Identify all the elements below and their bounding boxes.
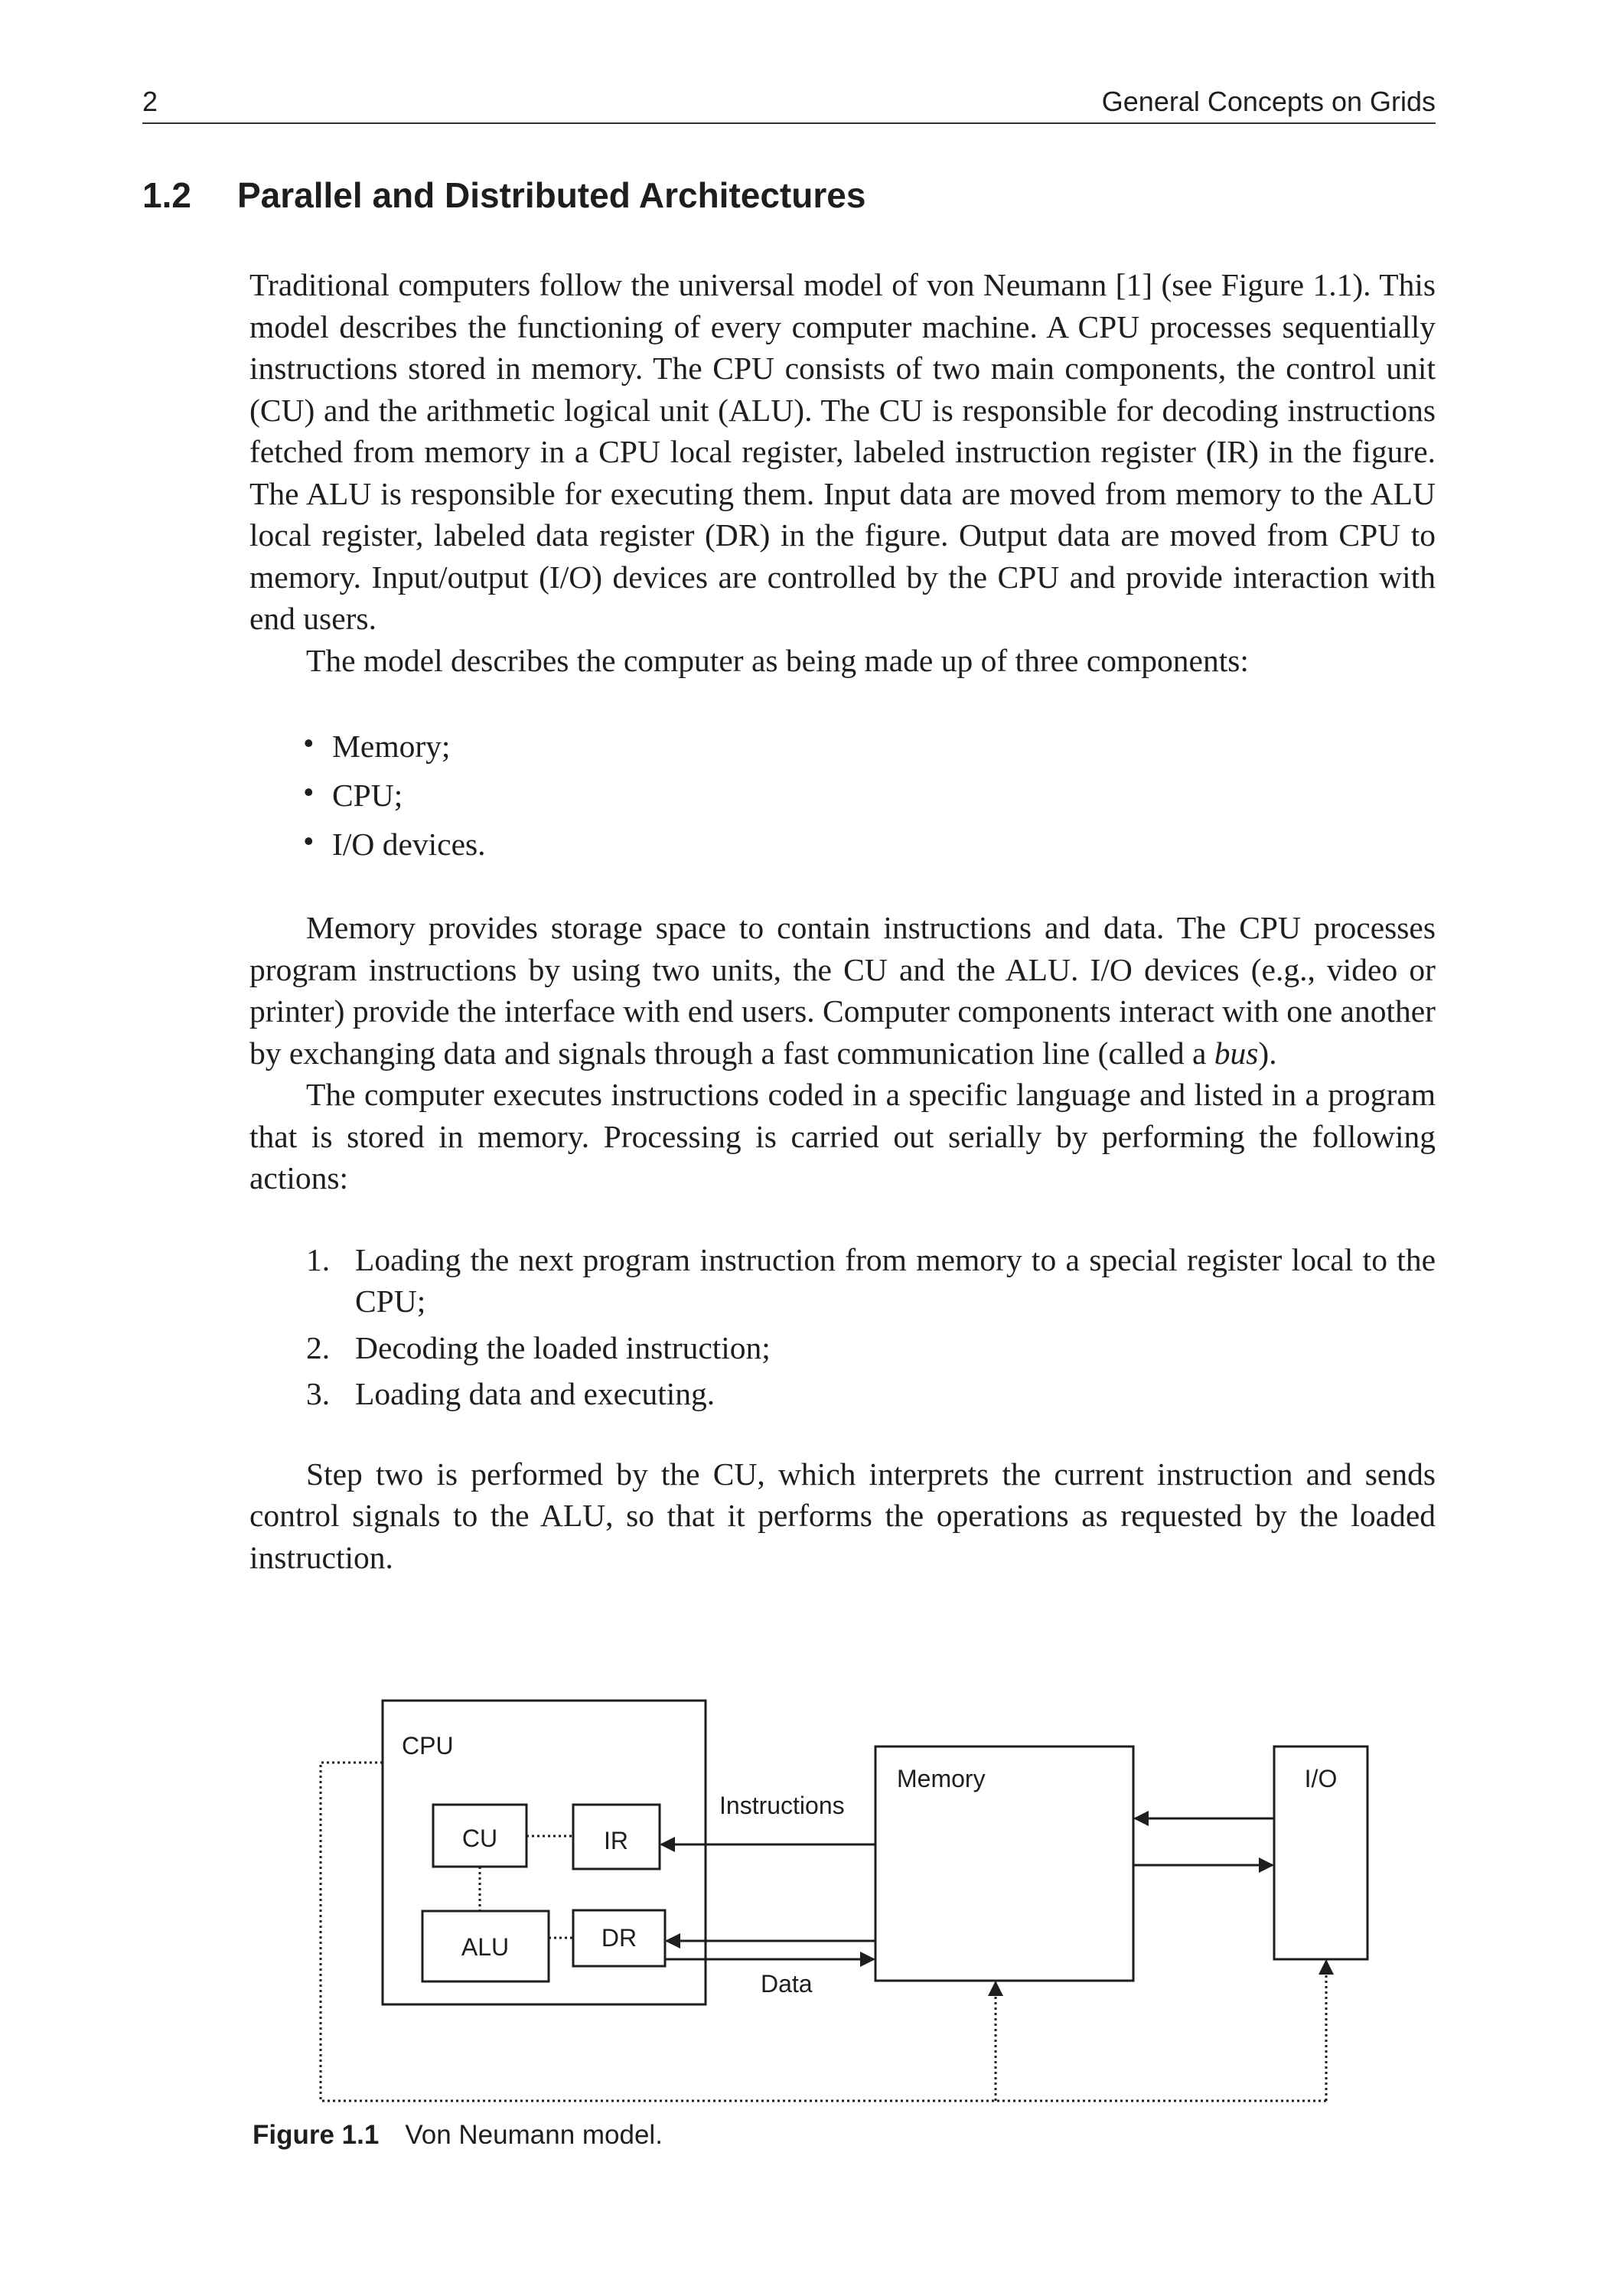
list-item bbox=[249, 820, 1436, 869]
alu-label: ALU bbox=[461, 1933, 510, 1961]
page-number: 2 bbox=[142, 86, 158, 117]
bus-term: bus bbox=[1214, 1035, 1259, 1071]
section-title: Parallel and Distributed Architectures bbox=[237, 175, 866, 215]
figure-caption bbox=[253, 2120, 663, 2151]
paragraph-1: Traditional computers follow the universal model of von Neumann [1] (see Figure 1.1). This model describes the functioning of every computer machine. A CPU processes sequentially instructions stored in memory. The CPU consists of two main components, the control unit (CU) and the arithmetic logical unit (ALU). The CU is responsible for decoding instructions fetched from memory in a CPU local register, labeled instruction register (IR) in the figure. The ALU is responsible for executing them. Input data are moved from memory to the ALU local register, labeled data register (DR) in the figure. Output data are moved from CPU to memory. Input/output (I/O) devices are controlled by the CPU and provide interaction with end users. bbox=[249, 267, 1436, 636]
ir-box bbox=[573, 1805, 660, 1869]
paragraph-5: Step two is performed by the CU, which interprets the current instruction and sends control signals to the ALU, so that it performs the operations as requested by the loaded instruction. bbox=[249, 1456, 1436, 1575]
bullet-icon: • bbox=[303, 823, 315, 859]
paragraph-3-text: Memory provides storage space to contain instructions and data. The CPU processes program instructions by using two units, the CU and the ALU. I/O devices (e.g., video or printer) provide the interface with end users. Computer components interact with one another by exchanging data and signals through a fast communication line (called a bbox=[249, 910, 1436, 1071]
section-number: 1.2 bbox=[142, 175, 191, 215]
bullet-icon: • bbox=[303, 775, 315, 810]
cu-box bbox=[433, 1805, 526, 1867]
list-item-text: CPU; bbox=[332, 778, 403, 813]
body-text bbox=[249, 264, 1436, 1578]
step-number: 2. bbox=[306, 1329, 331, 1365]
paragraph-2: The model describes the computer as being made up of three components: bbox=[306, 642, 1249, 678]
paragraph-3 bbox=[249, 907, 1436, 1074]
paragraph-4: The computer executes instructions coded in a specific language and listed in a program that is stored in memory. Processing is carried out serially by performing the following actions: bbox=[249, 1077, 1436, 1195]
list-item bbox=[249, 771, 1436, 820]
paragraph-3-end: ). bbox=[1258, 1035, 1277, 1071]
io-label: I/O bbox=[1304, 1765, 1338, 1792]
list-item-text: I/O devices. bbox=[332, 827, 486, 862]
dr-box bbox=[573, 1910, 665, 1966]
memory-label: Memory bbox=[897, 1765, 986, 1792]
steps-list bbox=[249, 1239, 1436, 1415]
figure-caption-label: Figure 1.1 bbox=[253, 2120, 380, 2150]
list-item bbox=[249, 1373, 1436, 1415]
memory-box bbox=[875, 1746, 1133, 1981]
running-head-title: General Concepts on Grids bbox=[1101, 86, 1436, 117]
ir-label: IR bbox=[604, 1827, 628, 1854]
section-heading bbox=[142, 174, 865, 216]
running-head bbox=[142, 81, 1436, 124]
component-list bbox=[249, 722, 1436, 869]
dr-label: DR bbox=[601, 1924, 637, 1952]
step-number: 1. bbox=[306, 1241, 331, 1277]
cu-label: CU bbox=[461, 1825, 498, 1852]
list-item-text: Memory; bbox=[332, 729, 451, 764]
step-text: Loading data and executing. bbox=[355, 1376, 715, 1411]
alu-box bbox=[422, 1911, 549, 1981]
list-item bbox=[249, 1327, 1436, 1369]
step-text: Loading the next program instruction from memory to a special register local to the CPU; bbox=[355, 1241, 1436, 1319]
step-text: Decoding the loaded instruction; bbox=[355, 1329, 771, 1365]
cpu-box bbox=[383, 1701, 706, 2004]
list-item bbox=[249, 722, 1436, 771]
step-number: 3. bbox=[306, 1376, 331, 1411]
io-box bbox=[1274, 1746, 1367, 1959]
list-item bbox=[249, 1239, 1436, 1322]
data-label: Data bbox=[761, 1970, 813, 1998]
cpu-label: CPU bbox=[402, 1732, 454, 1760]
control-bus bbox=[321, 1763, 1326, 2101]
instructions-label: Instructions bbox=[719, 1792, 845, 1819]
bullet-icon: • bbox=[303, 726, 315, 761]
figure-caption-text: Von Neumann model. bbox=[405, 2120, 663, 2150]
